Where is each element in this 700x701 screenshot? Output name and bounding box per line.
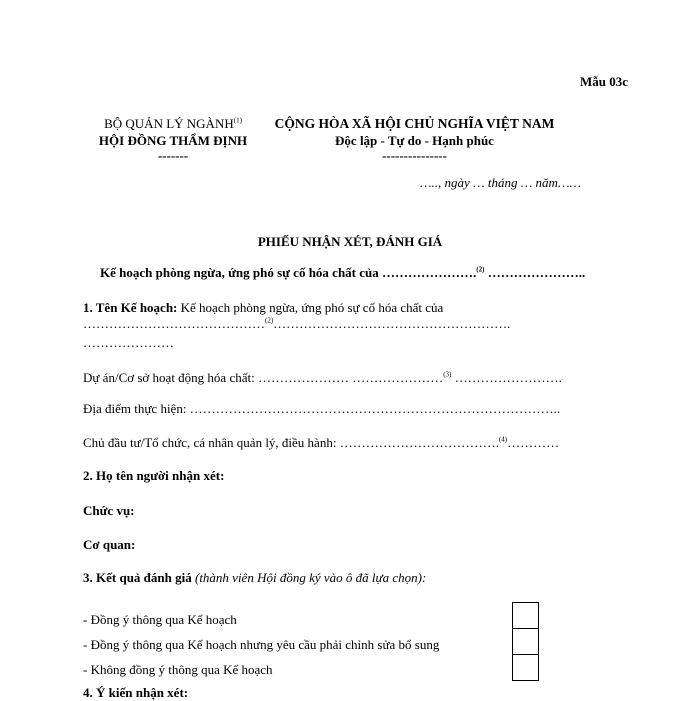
position-label: Chức vụ: — [83, 503, 135, 518]
section4-label: 4. Ý kiến nhận xét: — [83, 685, 189, 700]
motto: Độc lập - Tự do - Hạnh phúc — [335, 133, 494, 148]
approve-with-revisions-checkbox[interactable] — [512, 628, 539, 655]
date-line: ….., ngày … tháng … năm…… — [420, 175, 582, 190]
option-reject: - Không đồng ý thông qua Kế hoạch — [83, 662, 273, 677]
left-header — [83, 116, 263, 164]
section3-label: 3. Kết quả đánh giá — [83, 570, 192, 585]
reviewer-name-label: 2. Họ tên người nhận xét: — [83, 468, 225, 483]
country-name: CỘNG HÒA XÃ HỘI CHỦ NGHĨA VIỆT NAM — [274, 116, 555, 131]
ministry-name: BỘ QUẢN LÝ NGÀNH$^{(1)}$ — [104, 116, 242, 131]
option-approve-with-revisions: - Đồng ý thông qua Kế hoạch nhưng yêu cầu phải chỉnh sửa bổ sung — [83, 637, 440, 652]
location-line: Địa điểm thực hiện: ………………………………………………………………………….. — [83, 401, 561, 416]
reject-checkbox[interactable] — [512, 654, 539, 681]
approve-checkbox[interactable] — [512, 602, 539, 629]
section1-line2: ……………………………………$^{(2)}$………………………………………………. — [83, 316, 511, 331]
owner-line: Chủ đầu tư/Tổ chức, cá nhân quản lý, điều hành: ……………………………….$^{(4)}$………… — [83, 435, 560, 450]
section1-line3: ………………… — [83, 335, 174, 350]
project-line: Dự án/Cơ sở hoạt động hóa chất: ………………… …………………$^{(3)}$ ……………………. — [83, 370, 562, 385]
option-approve: - Đồng ý thông qua Kế hoạch — [83, 612, 237, 627]
right-divider: --------------- — [382, 148, 447, 163]
right-header — [272, 116, 557, 164]
agency-label: Cơ quan: — [83, 537, 136, 552]
plan-subtitle: Kế hoạch phòng ngừa, ứng phó sự cố hóa chất của ………………….$^{(2)}$ ………………….. — [100, 265, 586, 280]
council-name: HỘI ĐỒNG THẨM ĐỊNH — [98, 133, 248, 148]
left-divider: ------- — [157, 148, 189, 163]
section1-label: 1. Tên Kế hoạch: — [83, 300, 178, 315]
page-title: PHIẾU NHẬN XÉT, ĐÁNH GIÁ — [257, 234, 443, 249]
section1-line1: 1. Tên Kế hoạch: Kế hoạch phòng ngừa, ứng phó sự cố hóa chất của — [83, 300, 444, 315]
form-code: Mẫu 03c — [580, 74, 629, 89]
section3-heading: 3. Kết quả đánh giá (thành viên Hội đồng ký vào ô đã lựa chọn): — [83, 570, 427, 585]
